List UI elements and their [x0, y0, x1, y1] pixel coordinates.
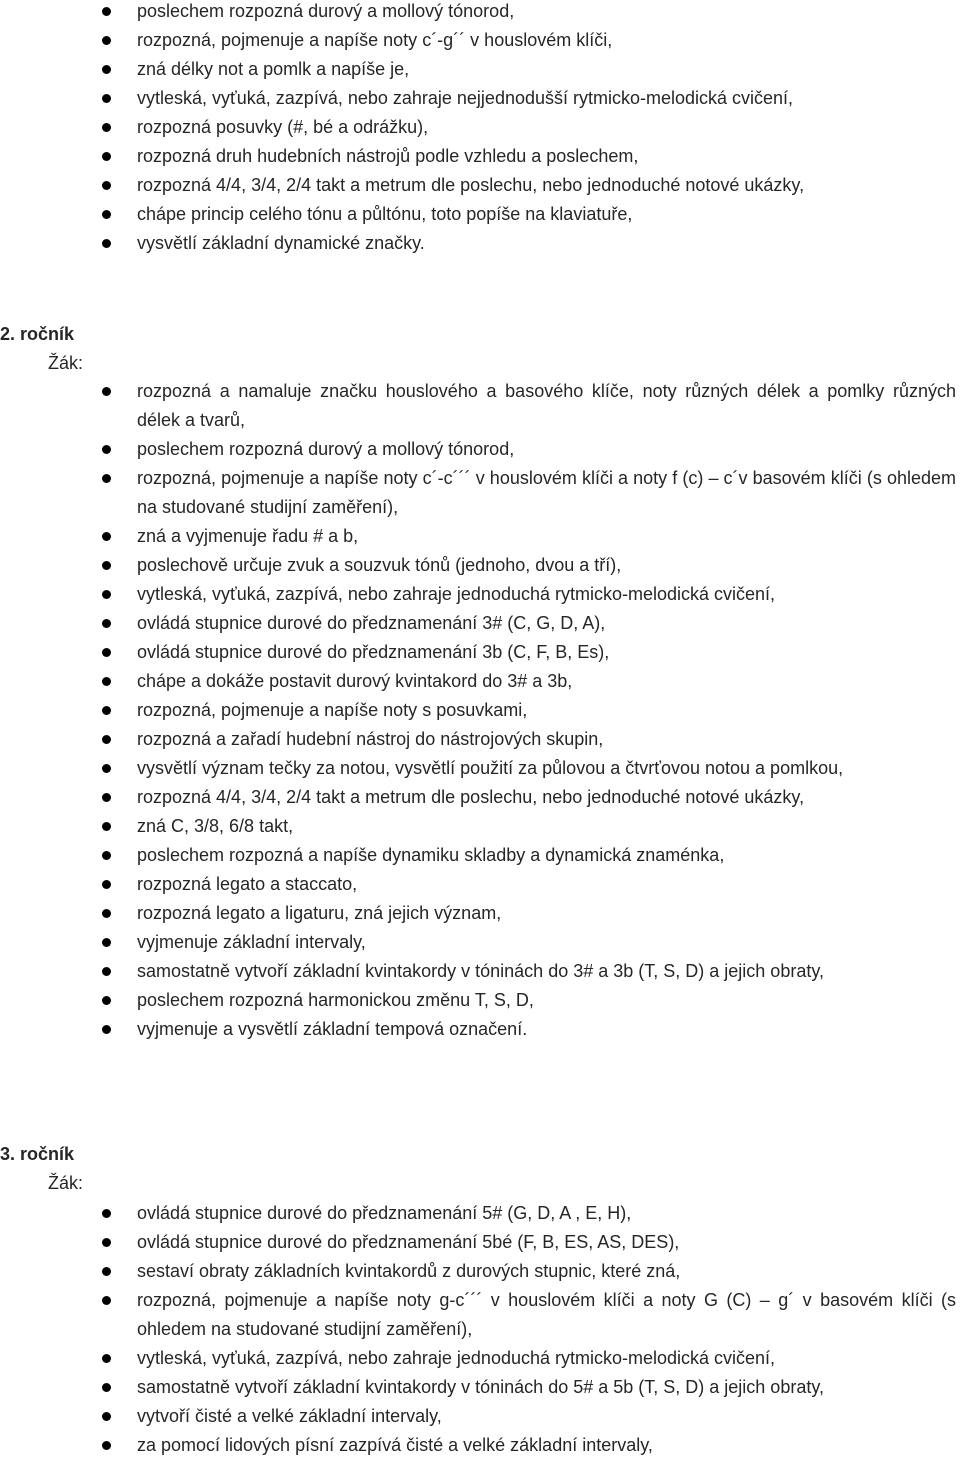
list-item [0, 754, 960, 783]
bullet-icon [102, 1441, 111, 1450]
section-2-list [0, 377, 960, 1044]
section-3-list [0, 1199, 960, 1460]
list-item [0, 580, 960, 609]
list-item [0, 957, 960, 986]
bullet-icon [102, 793, 111, 802]
list-item-text: chápe a dokáže postavit durový kvintakord do 3# a 3b, [137, 671, 573, 691]
list-item-text: rozpozná druh hudebních nástrojů podle vzhledu a poslechem, [137, 146, 639, 166]
bullet-icon [102, 764, 111, 773]
bullet-icon [102, 445, 111, 454]
bullet-icon [102, 94, 111, 103]
list-item-text: poslechem rozpozná harmonickou změnu T, S, D, [137, 990, 534, 1010]
list-item [0, 551, 960, 580]
list-item-text: poslechem rozpozná durový a mollový tónorod, [137, 439, 515, 459]
bullet-icon [102, 938, 111, 947]
bullet-icon [102, 996, 111, 1005]
bullet-icon [102, 648, 111, 657]
list-item [0, 1286, 960, 1344]
list-item [0, 84, 960, 113]
list-item [0, 986, 960, 1015]
list-item-text: poslechově určuje zvuk a souzvuk tónů (jednoho, dvou a tří), [137, 555, 622, 575]
list-item-text: vytleská, vyťuká, zazpívá, nebo zahraje nejjednodušší rytmicko-melodická cvičení, [137, 88, 794, 108]
list-item-text: rozpozná 4/4, 3/4, 2/4 takt a metrum dle poslechu, nebo jednoduché notové ukázky, [137, 787, 805, 807]
list-item-text: vyjmenuje a vysvětlí základní tempová označení. [137, 1019, 528, 1039]
list-item-text: rozpozná, pojmenuje a napíše noty c´-c´´´ v houslovém klíči a noty f (c) – c´v basovém klíči (s ohledem na studované studijní zaměření), [137, 468, 956, 517]
list-item-text: rozpozná, pojmenuje a napíše noty g-c´´´ v houslovém klíči a noty G (C) – g´ v basovém klíči (s ohledem na studované studijní zaměření), [137, 1290, 956, 1339]
bullet-icon [102, 590, 111, 599]
list-item [0, 377, 960, 435]
bullet-icon [102, 1025, 111, 1034]
list-item-text: samostatně vytvoří základní kvintakordy v tóninách do 5# a 5b (T, S, D) a jejich obraty, [137, 1377, 824, 1397]
section-3 [0, 1199, 960, 1460]
bullet-icon [102, 677, 111, 686]
section-2-heading: 2. ročník [0, 324, 75, 344]
list-item [0, 26, 960, 55]
list-item [0, 55, 960, 84]
list-item [0, 200, 960, 229]
bullet-icon [102, 474, 111, 483]
bullet-icon [102, 1412, 111, 1421]
list-item [0, 609, 960, 638]
list-item-text: ovládá stupnice durové do předznamenání 5bé (F, B, ES, AS, DES), [137, 1232, 680, 1252]
bullet-icon [102, 7, 111, 16]
list-item [0, 1257, 960, 1286]
bullet-icon [102, 706, 111, 715]
list-item-text: rozpozná legato a staccato, [137, 874, 358, 894]
list-item-text: rozpozná, pojmenuje a napíše noty s posuvkami, [137, 700, 528, 720]
list-item-text: vysvětlí význam tečky za notou, vysvětlí použití za půlovou a čtvrťovou notou a pomlkou, [137, 758, 844, 778]
list-item-text: sestaví obraty základních kvintakordů z durových stupnic, které zná, [137, 1261, 681, 1281]
list-item [0, 812, 960, 841]
list-item [0, 1344, 960, 1373]
list-item-text: rozpozná legato a ligaturu, zná jejich význam, [137, 903, 502, 923]
bullet-icon [102, 65, 111, 74]
list-item [0, 899, 960, 928]
section-2-subheading: Žák: [48, 353, 84, 373]
section-3-subheading: Žák: [48, 1173, 84, 1193]
bullet-icon [102, 1267, 111, 1276]
list-item-text: za pomocí lidových písní zazpívá čisté a velké základní intervaly, [137, 1435, 653, 1455]
bullet-icon [102, 1383, 111, 1392]
list-item [0, 522, 960, 551]
bullet-icon [102, 1238, 111, 1247]
bullet-icon [102, 210, 111, 219]
bullet-icon [102, 880, 111, 889]
list-item [0, 725, 960, 754]
list-item-text: rozpozná a namaluje značku houslového a basového klíče, noty různých délek a pomlky různých délek a tvarů, [137, 381, 956, 430]
list-item-text: ovládá stupnice durové do předznamenání 3b (C, F, B, Es), [137, 642, 610, 662]
list-item-text: rozpozná posuvky (#, bé a odrážku), [137, 117, 429, 137]
list-item [0, 696, 960, 725]
list-item [0, 667, 960, 696]
list-item-text: vytleská, vyťuká, zazpívá, nebo zahraje jednoduchá rytmicko-melodická cvičení, [137, 584, 776, 604]
list-item-text: rozpozná 4/4, 3/4, 2/4 takt a metrum dle poslechu, nebo jednoduché notové ukázky, [137, 175, 805, 195]
list-item [0, 841, 960, 870]
bullet-icon [102, 619, 111, 628]
list-item [0, 0, 960, 26]
list-item-text: poslechem rozpozná a napíše dynamiku skladby a dynamická znaménka, [137, 845, 725, 865]
list-item [0, 142, 960, 171]
bullet-icon [102, 561, 111, 570]
list-item-text: zná délky not a pomlk a napíše je, [137, 59, 410, 79]
list-item [0, 229, 960, 258]
section-3-header [0, 1140, 960, 1198]
bullet-icon [102, 532, 111, 541]
list-item-text: poslechem rozpozná durový a mollový tónorod, [137, 1, 515, 21]
bullet-icon [102, 123, 111, 132]
section-1 [0, 0, 960, 258]
section-1-list [0, 0, 960, 258]
list-item [0, 1015, 960, 1044]
list-item-text: zná C, 3/8, 6/8 takt, [137, 816, 294, 836]
list-item-text: chápe princip celého tónu a půltónu, toto popíše na klaviatuře, [137, 204, 633, 224]
list-item [0, 1402, 960, 1431]
list-item [0, 1228, 960, 1257]
list-item [0, 171, 960, 200]
bullet-icon [102, 1296, 111, 1305]
list-item [0, 113, 960, 142]
list-item-text: zná a vyjmenuje řadu # a b, [137, 526, 359, 546]
list-item [0, 928, 960, 957]
list-item-text: samostatně vytvoří základní kvintakordy v tóninách do 3# a 3b (T, S, D) a jejich obraty, [137, 961, 824, 981]
bullet-icon [102, 181, 111, 190]
bullet-icon [102, 239, 111, 248]
bullet-icon [102, 387, 111, 396]
bullet-icon [102, 152, 111, 161]
bullet-icon [102, 822, 111, 831]
list-item-text: ovládá stupnice durové do předznamenání 5# (G, D, A , E, H), [137, 1203, 632, 1223]
list-item-text: vysvětlí základní dynamické značky. [137, 233, 425, 253]
list-item [0, 464, 960, 522]
list-item-text: ovládá stupnice durové do předznamenání 3# (C, G, D, A), [137, 613, 606, 633]
bullet-icon [102, 1209, 111, 1218]
list-item-text: vytvoří čisté a velké základní intervaly, [137, 1406, 442, 1426]
list-item [0, 870, 960, 899]
section-2-header [0, 320, 960, 378]
list-item-text: vytleská, vyťuká, zazpívá, nebo zahraje jednoduchá rytmicko-melodická cvičení, [137, 1348, 776, 1368]
bullet-icon [102, 851, 111, 860]
list-item [0, 1199, 960, 1228]
bullet-icon [102, 1354, 111, 1363]
bullet-icon [102, 735, 111, 744]
list-item-text: rozpozná, pojmenuje a napíše noty c´-g´´ v houslovém klíči, [137, 30, 613, 50]
list-item [0, 435, 960, 464]
list-item [0, 638, 960, 667]
bullet-icon [102, 909, 111, 918]
list-item [0, 1373, 960, 1402]
section-2 [0, 377, 960, 1044]
bullet-icon [102, 36, 111, 45]
section-3-heading: 3. ročník [0, 1144, 75, 1164]
list-item [0, 783, 960, 812]
bullet-icon [102, 967, 111, 976]
list-item [0, 1431, 960, 1460]
list-item-text: rozpozná a zařadí hudební nástroj do nástrojových skupin, [137, 729, 604, 749]
list-item-text: vyjmenuje základní intervaly, [137, 932, 366, 952]
